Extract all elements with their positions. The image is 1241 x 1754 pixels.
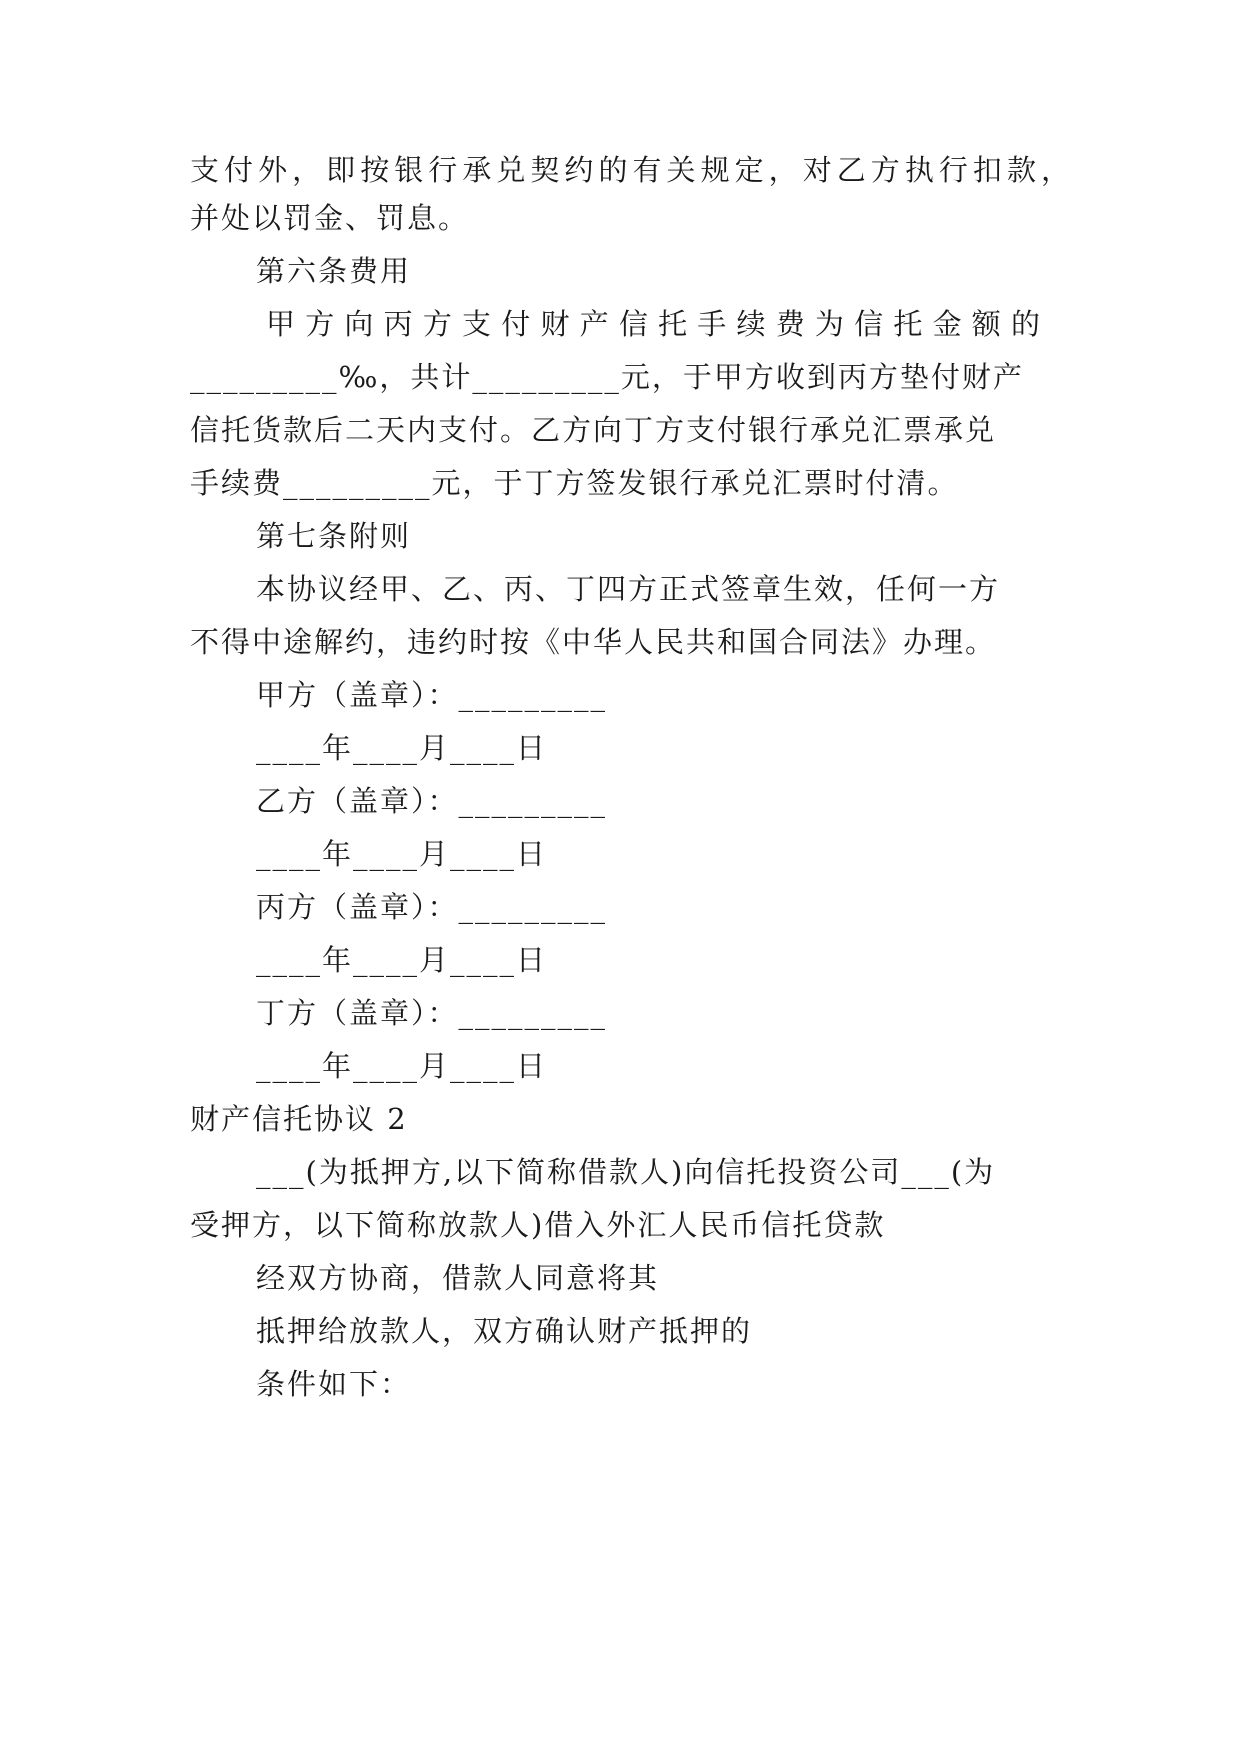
- signature-party-b: 乙方（盖章）：_________: [256, 784, 608, 818]
- paragraph-line: 支付外，即按银行承兑契约的有关规定，对乙方执行扣款，: [190, 153, 1070, 187]
- paragraph-line: 甲方向丙方支付财产信托手续费为信托金额的: [266, 307, 1040, 341]
- signature-party-a: 甲方（盖章）：_________: [256, 678, 608, 712]
- signature-party-d: 丁方（盖章）：_________: [256, 996, 608, 1030]
- signature-date: ____年____月____日: [256, 943, 548, 977]
- paragraph-line: 本协议经甲、乙、丙、丁四方正式签章生效，任何一方: [256, 572, 1001, 606]
- signature-date: ____年____月____日: [256, 837, 548, 871]
- paragraph-line: 受押方，以下简称放款人)借入外汇人民币信托贷款: [190, 1208, 886, 1242]
- paragraph-line: 条件如下：: [256, 1367, 412, 1401]
- paragraph-line: 并处以罚金、罚息。: [190, 201, 470, 235]
- paragraph-line: ___(为抵押方,以下简称借款人)向信托投资公司___(为: [256, 1155, 996, 1189]
- signature-date: ____年____月____日: [256, 731, 548, 765]
- document-title: 财产信托协议 2: [190, 1102, 408, 1136]
- signature-party-c: 丙方（盖章）：_________: [256, 890, 608, 924]
- signature-date: ____年____月____日: [256, 1049, 548, 1083]
- paragraph-line: 经双方协商，借款人同意将其: [256, 1261, 660, 1295]
- paragraph-line: 不得中途解约，违约时按《中华人民共和国合同法》办理。: [190, 625, 997, 659]
- paragraph-line: 信托货款后二天内支付。乙方向丁方支付银行承兑汇票承兑: [190, 413, 997, 447]
- section-heading-appendix: 第七条附则: [256, 519, 412, 553]
- section-heading-fees: 第六条费用: [256, 254, 412, 288]
- paragraph-line: 手续费_________元，于丁方签发银行承兑汇票时付清。: [190, 466, 959, 500]
- paragraph-line: _________‰，共计_________元，于甲方收到丙方垫付财产: [190, 360, 1024, 394]
- paragraph-line: 抵押给放款人，双方确认财产抵押的: [256, 1314, 753, 1348]
